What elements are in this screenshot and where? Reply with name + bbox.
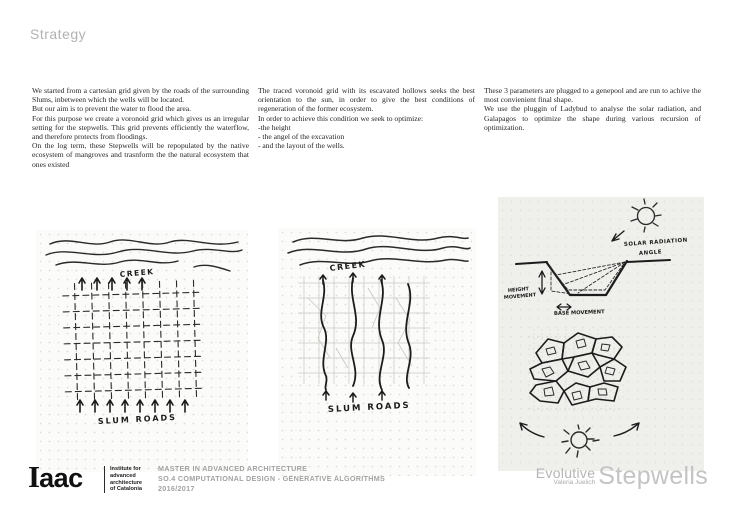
sketch-voronoid-grid	[278, 228, 476, 476]
program-line: SO.4 COMPUTATIONAL DESIGN - GENERATIVE ALGORITHMS	[158, 474, 386, 483]
paragraph: We use the pluggin of Ladybud to analyse the solar radiation, and Galapagos to optimize the shape during various recursion of optimization.	[484, 104, 701, 132]
creek-waves	[288, 236, 470, 265]
author-name: Valeria Juelich	[553, 479, 596, 486]
voronoid-grid-drawing	[278, 228, 476, 476]
section-sketch	[504, 199, 688, 317]
project-title: Stepwells	[598, 462, 708, 490]
institute-line: of Catalonia	[110, 486, 143, 493]
paragraph: The traced voronoid grid with its escavated hollows seeks the best orientation to the sun, in order to give the best conditions of regeneration of the former ecosystem.	[258, 86, 475, 114]
sketch-optimization	[498, 197, 704, 471]
creek-waves	[46, 240, 242, 271]
list-item: - and the layout of the wells.	[258, 141, 345, 151]
slum-roads-label: SLUM ROADS	[97, 412, 178, 426]
list-item: - the angel of the excavation	[258, 132, 345, 142]
voronoi-inner-cells	[542, 339, 615, 400]
base-arrow-icon	[557, 304, 571, 310]
iaac-logo	[28, 459, 83, 494]
sun-icon	[631, 199, 661, 232]
height-movement-label: MOVEMENT	[503, 292, 537, 301]
sketch-cartesian-grid	[36, 230, 248, 472]
text-column-1	[32, 86, 249, 169]
project-title-block	[536, 464, 708, 489]
program-line: 2016/2017	[158, 484, 195, 493]
institute-line: advanced	[110, 472, 136, 479]
paragraph: In order to achieve this condition we seek to optimize:	[258, 113, 424, 123]
paragraph: These 3 parameters are plugged to a genepool and are run to achive the most convienient final shape.	[484, 86, 701, 105]
program-line: MASTER IN ADVANCED ARCHITECTURE	[158, 464, 308, 473]
paragraph: But our aim is to prevent the water to flood the area.	[32, 104, 191, 114]
institute-line: Institute for	[110, 466, 141, 472]
program-info	[158, 464, 385, 494]
cells-sketch	[520, 329, 639, 457]
base-movement-label: BASE MOVEMENT	[553, 309, 605, 317]
paragraph: We started from a cartesian grid given by the roads of the surrounding Slums, inbetween which the wells will be located.	[32, 86, 249, 105]
list-item: -the height	[258, 122, 291, 132]
project-subtitle-block	[536, 467, 596, 486]
footer	[0, 459, 730, 508]
paragraph: On the log term, these Stepwells will be repopulated by the native ecosystem of mangroves and trasnform the the natural ecosystem that ones existed	[32, 141, 249, 169]
up-arrows-bottom	[323, 391, 385, 402]
slum-roads-label: SLUM ROADS	[327, 400, 411, 415]
solar-angle-label: ANGLE	[638, 249, 663, 257]
logo-divider	[104, 466, 105, 493]
solar-arrow-icon	[612, 231, 624, 241]
rotate-left-arrow-icon	[520, 423, 544, 437]
height-arrow-icon	[539, 271, 545, 294]
height-label: HEIGHT	[507, 286, 530, 294]
optimization-drawing	[498, 197, 704, 471]
text-column-2	[258, 86, 475, 150]
up-arrows-top	[320, 273, 385, 284]
ground-lines	[516, 260, 670, 264]
iaac-logo-rest: aac	[39, 463, 83, 493]
institute-line: architecture	[110, 479, 143, 486]
grid-lines	[63, 280, 206, 400]
up-arrows-bottom	[77, 400, 188, 412]
project-subtitle: Evolutive	[535, 465, 596, 481]
page-title: Strategy	[30, 26, 87, 42]
iaac-logo-i: I	[28, 459, 40, 494]
institute-name	[110, 466, 142, 493]
sun-icon	[562, 425, 599, 457]
radiation-fan-lines	[550, 262, 625, 294]
cartesian-grid-drawing	[36, 230, 248, 472]
rotate-right-arrow-icon	[614, 423, 639, 436]
solar-radiation-label: SOLAR RADIATION	[623, 237, 689, 248]
text-column-3	[484, 86, 701, 132]
creek-label: CREEK	[119, 266, 155, 279]
up-arrows-top	[79, 278, 145, 290]
creek-label: CREEK	[329, 259, 367, 273]
paragraph: For this purpose we create a voronoid grid which gives us an irregular setting for the stepwells. This grid prevents efficiently the waterflow, and therefore protects from floodings.	[32, 113, 249, 142]
